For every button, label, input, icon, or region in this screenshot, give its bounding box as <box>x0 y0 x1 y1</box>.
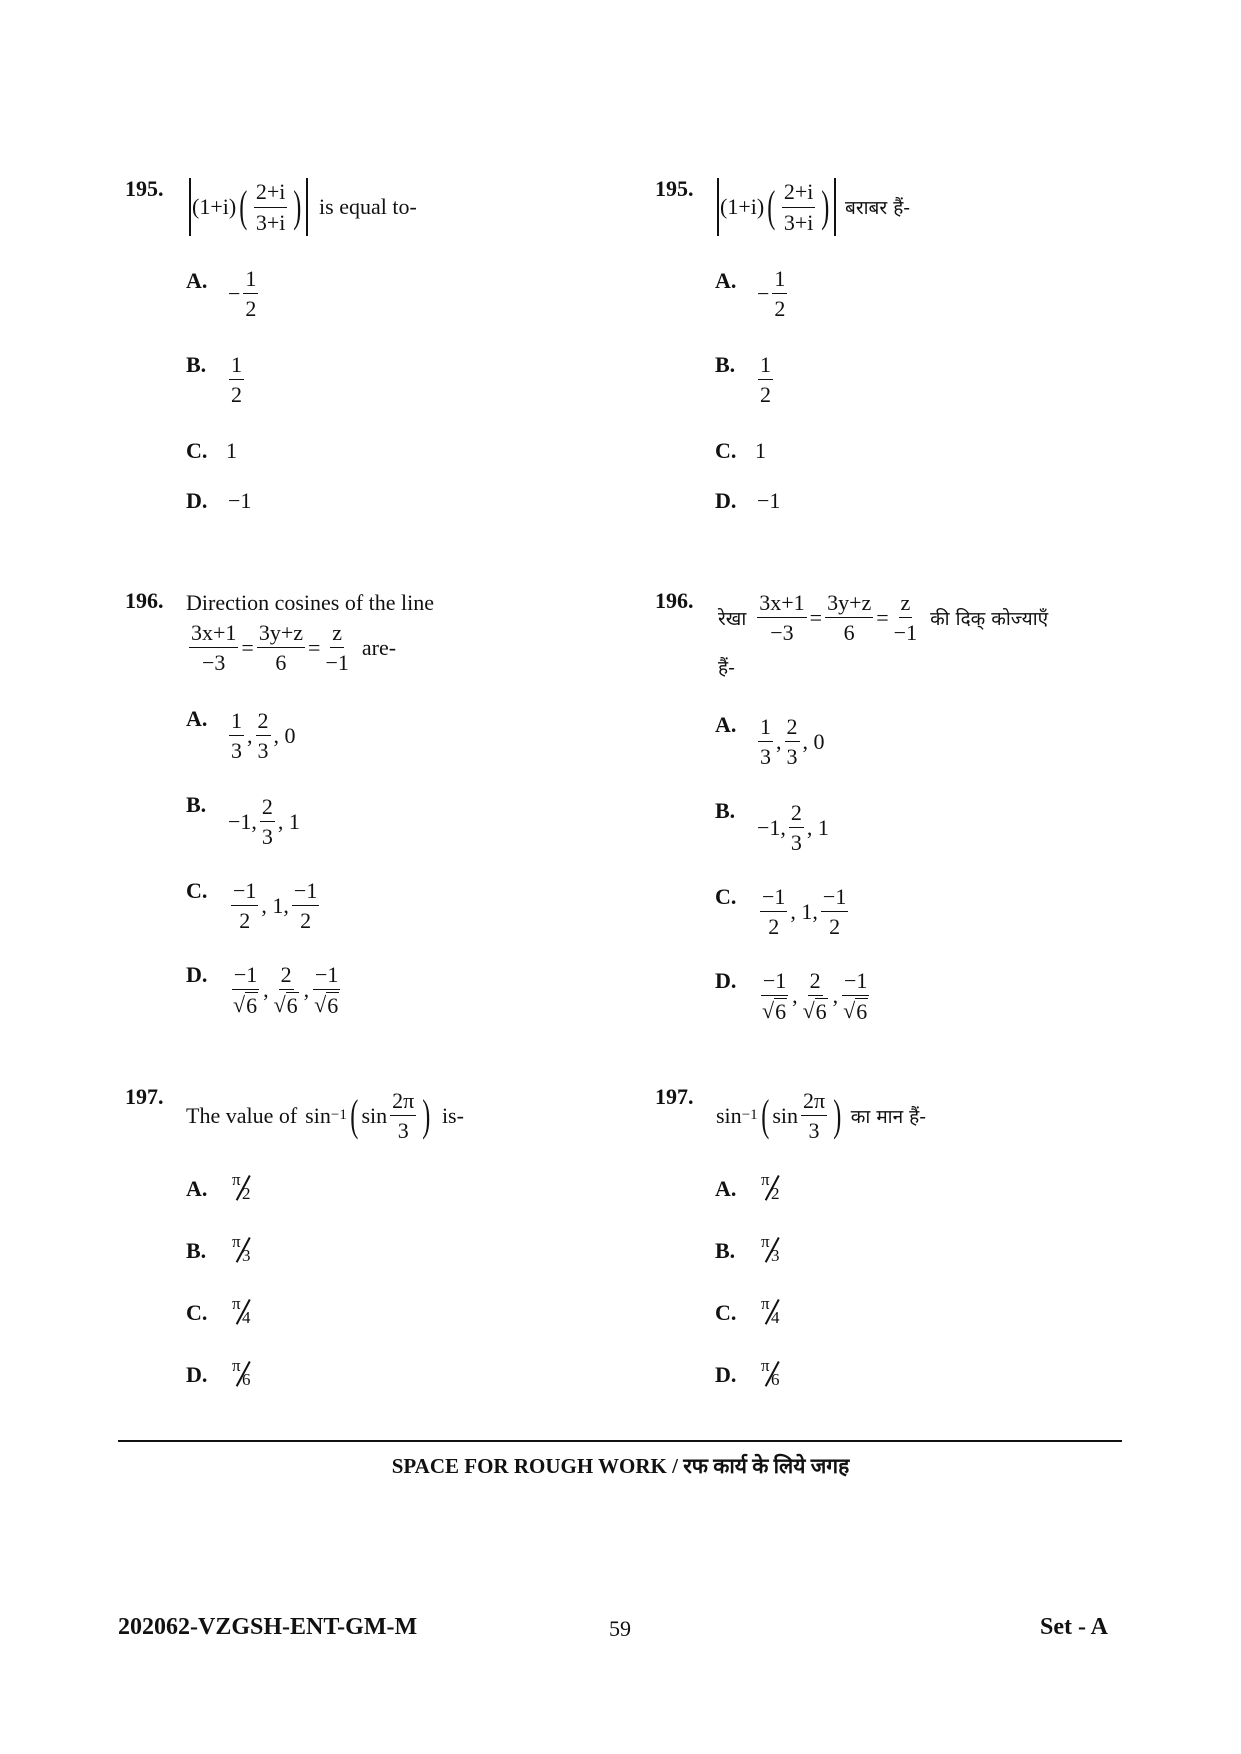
frac-denominator: 3+i <box>255 209 286 235</box>
option-c-value: $\frac{-1}{2}$ , 1, $\frac{-1}{2}$ <box>762 884 847 940</box>
option-c-value: π 4 <box>232 1294 251 1327</box>
option-d-value: π 6 <box>761 1356 780 1389</box>
option-a-label: A. <box>715 1176 737 1201</box>
option-c-label: C. <box>186 1300 208 1325</box>
option-a-value: $\frac{1}{3}$ , $\frac{2}{3}$ , 0 <box>760 714 825 770</box>
option-d-label: D. <box>186 1362 208 1387</box>
option-b-value: −1, $\frac{2}{3}$ , 1 <box>757 800 829 856</box>
option-d-label: D. <box>715 1362 737 1387</box>
option-b-label: B. <box>186 1238 207 1263</box>
page-number: 59 <box>609 1616 631 1641</box>
question-number-195-en: 195. <box>125 176 164 201</box>
option-a-value: π 2 <box>761 1170 780 1203</box>
rough-work-label: SPACE FOR ROUGH WORK / रफ कार्य के लिये जगह <box>391 1454 850 1478</box>
option-b-label: B. <box>715 352 736 377</box>
option-a-label: A. <box>715 268 737 293</box>
option-d-label: D. <box>715 488 737 513</box>
option-d-value: −1 √ 6 , 2 √ 6 , −1 √ 6 <box>233 962 339 1019</box>
option-a-label: A. <box>186 1176 208 1201</box>
option-d-label: D. <box>186 488 208 513</box>
paper-code: 202062-VZGSH-ENT-GM-M <box>118 1614 418 1640</box>
rough-work-divider <box>118 1440 1122 1442</box>
question-197-expression-en: The value of sin −1 ( sin $\frac{2\pi}{3}$ ) is- <box>186 1088 464 1144</box>
option-a-value: π 2 <box>232 1170 251 1203</box>
option-c-value: 1 <box>226 438 237 463</box>
option-b-label: B. <box>715 798 736 823</box>
frac-numerator: 2+i <box>254 179 288 207</box>
option-d-value: −1 <box>228 488 252 513</box>
question-195-expression-en: (1+i) ( $\frac{2+i}{3+i}$ ) is equal to- <box>188 178 417 236</box>
option-a-value: $\frac{1}{3}$ , $\frac{2}{3}$ , 0 <box>231 708 296 764</box>
expr-term: (1+i) <box>192 194 237 219</box>
question-196-text-hi: हैं- <box>718 657 735 679</box>
option-d-label: D. <box>715 968 737 993</box>
option-b-value: $\frac{1}{2}$ <box>231 352 242 408</box>
option-b-value: π 3 <box>232 1232 251 1265</box>
option-c-label: C. <box>186 438 208 463</box>
option-a-value: − $\frac{1}{2}$ <box>757 266 786 322</box>
option-c-label: C. <box>186 878 208 903</box>
option-a-label: A. <box>186 268 208 293</box>
option-c-label: C. <box>715 884 737 909</box>
option-b-label: B. <box>186 352 207 377</box>
question-number-195-hi: 195. <box>655 176 694 201</box>
question-196-text-en: Direction cosines of the line <box>186 590 435 615</box>
question-number-197-hi: 197. <box>655 1084 694 1109</box>
question-196-line-equation-hi: रेखा $\frac{3x+1}{-3}$ = $\frac{3y+z}{6}$ = $\frac{z}{-1}$ की दिक् कोज्याएँ <box>718 590 1049 646</box>
option-b-label: B. <box>715 1238 736 1263</box>
option-b-value: π 3 <box>761 1232 780 1265</box>
option-c-value: $\frac{-1}{2}$ , 1, $\frac{-1}{2}$ <box>233 878 318 934</box>
set-label: Set - A <box>1040 1614 1108 1640</box>
option-d-value: −1 √ 6 , 2 √ 6 , −1 √ 6 <box>762 968 868 1025</box>
option-c-label: C. <box>715 438 737 463</box>
question-197-expression-hi: sin −1 ( sin $\frac{2\pi}{3}$ ) का मान हैं- <box>716 1088 927 1144</box>
option-d-label: D. <box>186 962 208 987</box>
option-a-value: − $\frac{1}{2}$ <box>228 266 257 322</box>
question-195-expression-hi: (1+i) ( $\frac{2+i}{3+i}$ ) बराबर हैं- <box>716 178 910 236</box>
question-number-196-hi: 196. <box>655 588 694 613</box>
option-d-value: −1 <box>757 488 781 513</box>
question-number-197-en: 197. <box>125 1084 164 1109</box>
question-195-text-hi: बराबर हैं- <box>845 197 911 219</box>
option-c-value: 1 <box>755 438 766 463</box>
question-196-line-equation-en: $\frac{3x+1}{-3}$ = $\frac{3y+z}{6}$ = $\frac{z}{-1}$ are- <box>191 620 397 676</box>
option-b-label: B. <box>186 792 207 817</box>
option-a-label: A. <box>715 712 737 737</box>
option-d-value: π 6 <box>232 1356 251 1389</box>
option-b-value: $\frac{1}{2}$ <box>760 352 771 408</box>
option-c-value: π 4 <box>761 1294 780 1327</box>
option-c-label: C. <box>715 1300 737 1325</box>
option-b-value: −1, $\frac{2}{3}$ , 1 <box>228 794 300 850</box>
question-195-text-en: is equal to- <box>319 194 417 219</box>
question-number-196-en: 196. <box>125 588 164 613</box>
option-a-label: A. <box>186 706 208 731</box>
